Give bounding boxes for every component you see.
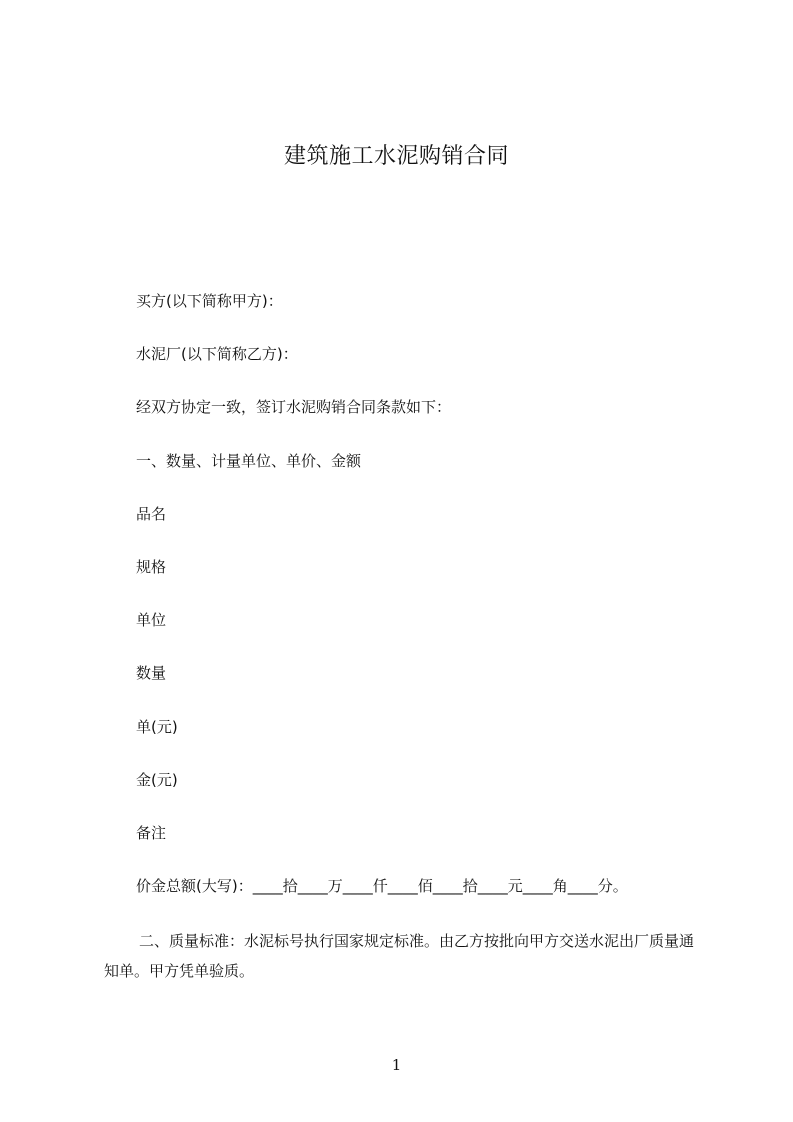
contract-title: 建筑施工水泥购销合同 [283, 144, 509, 169]
field-unit: 单位 [136, 611, 167, 629]
seller-line: 水泥厂(以下简称乙方)： [136, 345, 298, 363]
buyer-line: 买方(以下简称甲方)： [136, 292, 283, 310]
agreement-intro-line: 经双方协定一致，签订水泥购销合同条款如下： [136, 398, 452, 416]
field-remarks: 备注 [136, 824, 167, 842]
field-amount: 金(元) [136, 771, 178, 789]
field-specification: 规格 [136, 558, 167, 576]
field-quantity: 数量 [136, 664, 167, 682]
section-one-heading: 一、数量、计量单位、单价、金额 [136, 452, 362, 470]
total-amount-line: 价金总额(大写)：____拾____万____仟____佰____拾____元____角____分。 [136, 877, 628, 895]
field-product-name: 品名 [136, 505, 167, 523]
page-number: 1 [391, 1056, 402, 1074]
field-unit-price: 单(元) [136, 718, 178, 736]
quality-standard-paragraph: 二、质量标准：水泥标号执行国家规定标准。由乙方按批向甲方交送水泥出厂质量通知单。甲方凭单验质。 [104, 932, 695, 980]
